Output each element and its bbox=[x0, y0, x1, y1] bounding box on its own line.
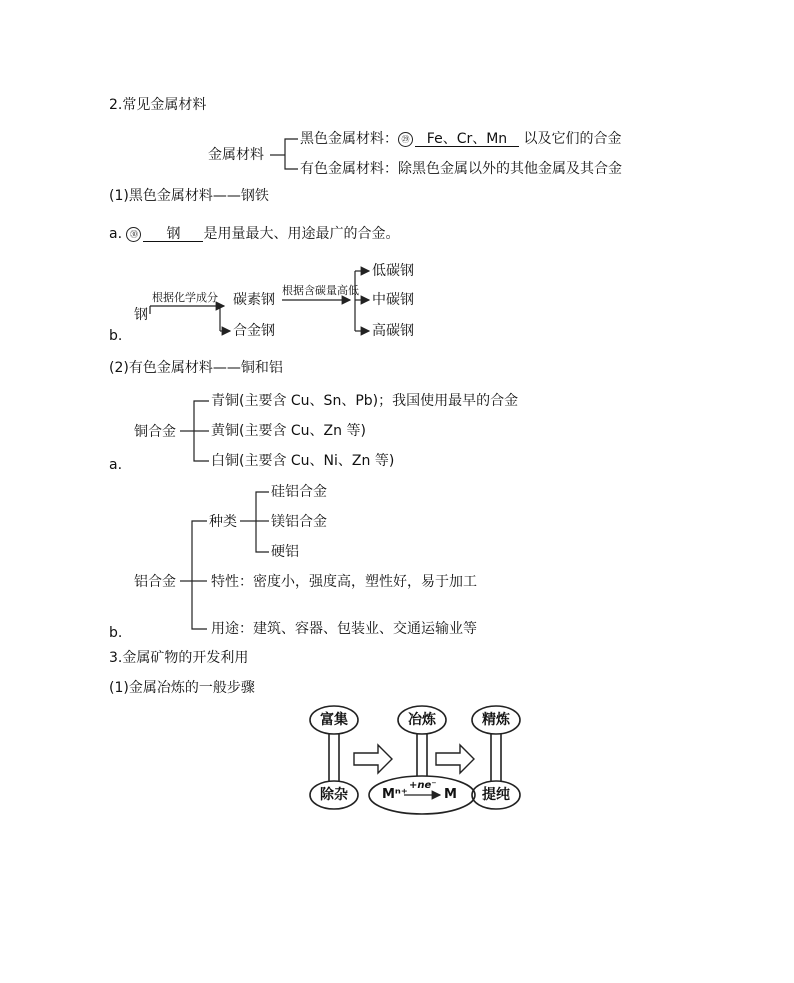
types-bracket bbox=[256, 492, 269, 552]
steel-answer-blank: 钢 bbox=[143, 227, 203, 242]
answer-number-30: ㉚ bbox=[126, 227, 141, 242]
smelting-label: 冶炼 bbox=[408, 712, 436, 728]
steel-root: 钢 bbox=[134, 307, 148, 323]
copper-alloy-root: 铜合金 bbox=[134, 424, 176, 440]
cupronickel: 白铜(主要含 Cu、Ni、Zn 等) bbox=[211, 453, 395, 469]
item-b-label: b. bbox=[109, 328, 123, 344]
process-arrow-1 bbox=[354, 745, 392, 773]
aluminum-properties: 特性：密度小，强度高，塑性好，易于加工 bbox=[211, 574, 477, 590]
aluminum-uses: 用途：建筑、容器、包装业、交通运输业等 bbox=[211, 621, 477, 637]
ferrous-prefix: 黑色金属材料： bbox=[300, 131, 398, 147]
reaction-over-arrow: +ne⁻ bbox=[409, 780, 437, 791]
aluminum-alloy-root: 铝合金 bbox=[134, 574, 176, 590]
low-carbon-steel: 低碳钢 bbox=[372, 263, 414, 279]
silicon-aluminum-alloy: 硅铝合金 bbox=[271, 484, 327, 500]
reaction-left: Mⁿ⁺ bbox=[382, 787, 408, 802]
reaction-right: M bbox=[444, 787, 457, 802]
subsection-1-title: (1)黑色金属材料——钢铁 bbox=[109, 188, 269, 204]
medium-carbon-steel: 中碳钢 bbox=[372, 292, 414, 308]
subsection-2-title: (2)有色金属材料——铜和铝 bbox=[109, 360, 283, 376]
enrich-label: 富集 bbox=[320, 712, 348, 728]
by-carbon-content-label: 根据含碳量高低 bbox=[282, 284, 359, 297]
aluminum-types: 种类 bbox=[209, 514, 237, 530]
section-3-sub1-title: (1)金属冶炼的一般步骤 bbox=[109, 680, 255, 696]
item-a-label: a. bbox=[109, 226, 123, 242]
metal-bracket bbox=[285, 139, 298, 169]
metal-materials-root: 金属材料 bbox=[208, 147, 264, 163]
aluminum-bracket bbox=[192, 521, 207, 629]
section-2-title: 2.常见金属材料 bbox=[109, 97, 207, 113]
refine-label: 精炼 bbox=[482, 712, 510, 728]
nonferrous-metals-line: 有色金属材料：除黑色金属以外的其他金属及其合金 bbox=[300, 161, 622, 177]
copper-item-a-label: a. bbox=[109, 457, 123, 473]
section-3-title: 3.金属矿物的开发利用 bbox=[109, 650, 249, 666]
bronze: 青铜(主要含 Cu、Sn、Pb)；我国使用最早的合金 bbox=[211, 393, 519, 409]
answer-number-29: ㉙ bbox=[398, 132, 413, 147]
ferrous-suffix: 以及它们的合金 bbox=[523, 131, 622, 147]
alloy-steel: 合金钢 bbox=[233, 323, 275, 339]
ferrous-answer-blank: Fe、Cr、Mn bbox=[415, 132, 519, 147]
high-carbon-steel: 高碳钢 bbox=[372, 323, 414, 339]
steel-sentence-suffix: 是用量最大、用途最广的合金。 bbox=[203, 226, 400, 242]
duralumin: 硬铝 bbox=[271, 544, 299, 560]
aluminum-item-b-label: b. bbox=[109, 625, 123, 641]
carbon-steel: 碳素钢 bbox=[233, 292, 275, 308]
purify-label: 提纯 bbox=[482, 787, 510, 803]
brass: 黄铜(主要含 Cu、Zn 等) bbox=[211, 423, 366, 439]
by-composition-label: 根据化学成分 bbox=[152, 291, 218, 304]
process-arrow-2 bbox=[436, 745, 474, 773]
magnesium-aluminum-alloy: 镁铝合金 bbox=[271, 514, 327, 530]
remove-impurities-label: 除杂 bbox=[320, 787, 348, 803]
